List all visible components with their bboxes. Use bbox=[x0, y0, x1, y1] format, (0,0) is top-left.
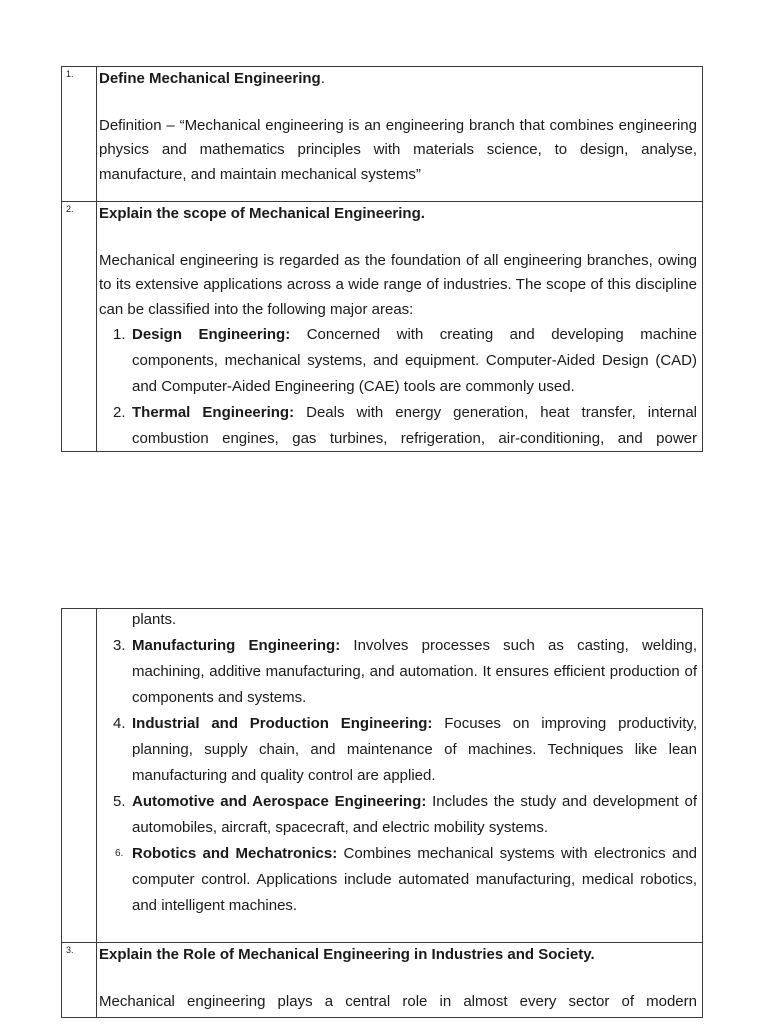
row-content bbox=[99, 943, 697, 1014]
list-item: 2. Thermal Engineering: Deals with energy generation, heat transfer, internal combustion engines, gas turbines, refrigeration, air-conditioning, and power bbox=[113, 404, 697, 447]
question-heading: Explain the Role of Mechanical Engineering in Industries and Society. bbox=[99, 946, 595, 963]
row-content bbox=[99, 67, 697, 187]
list-item: 5. Automotive and Aerospace Engineering: Includes the study and development of automobiles, aircraft, spacecraft, and electric mobility systems. bbox=[113, 793, 697, 836]
list-item: 3. Manufacturing Engineering: Involves processes such as casting, welding, machining, additive manufacturing, and automation. It ensures efficient production of components and systems. bbox=[113, 637, 698, 706]
row-number: 3. bbox=[66, 945, 74, 955]
table-row-q3 bbox=[62, 942, 702, 1017]
row-number: 1. bbox=[66, 69, 74, 79]
intro-text: Mechanical engineering plays a central role in almost every sector of modern bbox=[99, 992, 697, 1010]
table-row-q1 bbox=[62, 67, 702, 201]
list-item: 4. Industrial and Production Engineering: Focuses on improving productivity, planning, supply chain, and maintenance of machines. Techniques like lean manufacturing and quality control are applied. bbox=[113, 715, 697, 784]
question-heading: Explain the scope of Mechanical Engineering. bbox=[99, 205, 425, 222]
list-item: 1. Design Engineering: Concerned with creating and developing machine components, mechanical systems, and equipment. Computer-Aided Design (CAD) and Computer-Aided Engineering (CAE) tools are commonly used. bbox=[113, 326, 697, 395]
list-item: 6. Robotics and Mechatronics: Combines mechanical systems with electronics and computer control. Applications include automated manufacturing, medical robotics, and intelligent machines. bbox=[115, 845, 698, 914]
row-content bbox=[99, 202, 697, 452]
table-row-continued bbox=[62, 609, 702, 942]
table-row-q2 bbox=[62, 201, 702, 451]
table-page-1 bbox=[61, 66, 703, 452]
table-page-2 bbox=[61, 608, 703, 1018]
row-content bbox=[99, 607, 697, 919]
question-heading: Define Mechanical Engineering. bbox=[99, 70, 325, 87]
row-number: 2. bbox=[66, 204, 74, 214]
intro-text: Mechanical engineering is regarded as the foundation of all engineering branches, owing to its extensive applications across a wide range of industries. The scope of this discipline can be classified into the following major areas: bbox=[99, 251, 697, 318]
definition-text: Definition – “Mechanical engineering is an engineering branch that combines engineering physics and mathematics principles with materials science, to design, analyse, manufacture, and maintain mechanical systems” bbox=[99, 116, 697, 183]
list-item-continuation: plants. bbox=[132, 611, 177, 628]
